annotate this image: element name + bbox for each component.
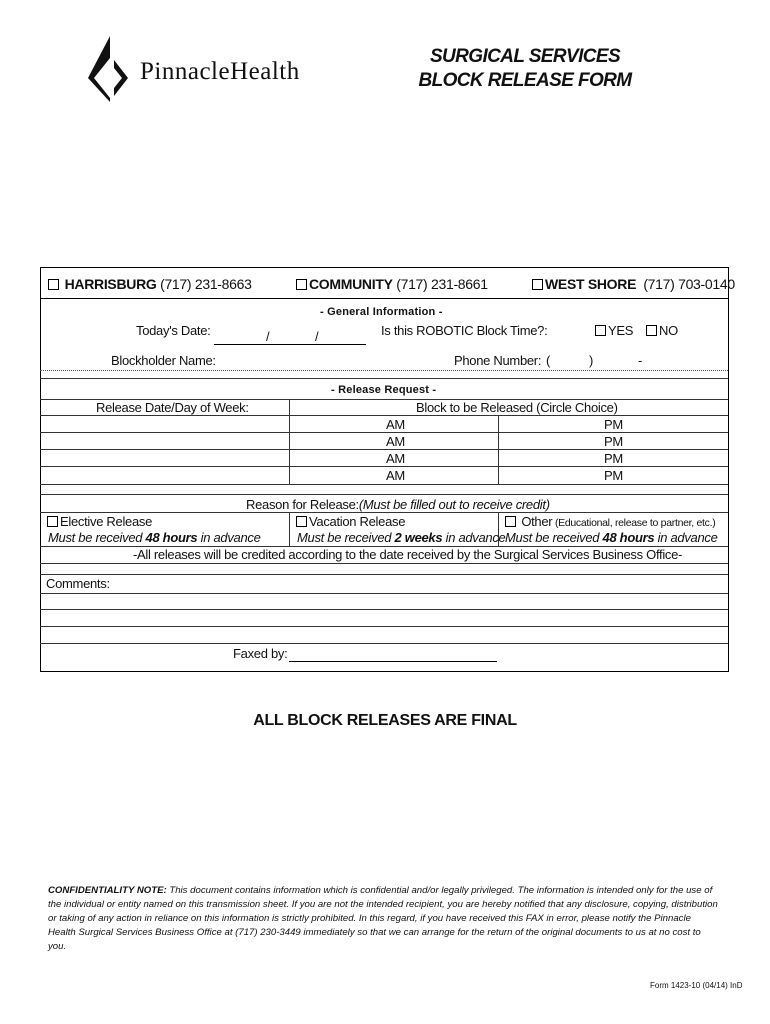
note-emphasis: 2 weeks bbox=[394, 530, 443, 545]
comments-line[interactable] bbox=[40, 609, 728, 610]
am-option[interactable]: AM bbox=[386, 417, 405, 432]
location-phone: (717) 231-8661 bbox=[396, 276, 488, 292]
release-date-header: Release Date/Day of Week: bbox=[96, 400, 249, 415]
divider bbox=[40, 574, 728, 575]
comments-label: Comments: bbox=[46, 576, 110, 591]
robotic-yes-option[interactable] bbox=[595, 323, 633, 338]
checkbox-icon[interactable] bbox=[646, 325, 657, 336]
note-text: in advance bbox=[442, 530, 506, 545]
note-text: in advance bbox=[197, 530, 261, 545]
location-name: COMMUNITY bbox=[309, 276, 393, 292]
pm-option[interactable]: PM bbox=[604, 417, 623, 432]
release-section-title: - Release Request - bbox=[331, 384, 437, 396]
comments-line[interactable] bbox=[40, 643, 728, 644]
location-harrisburg[interactable] bbox=[48, 276, 252, 292]
note-text: Must be received bbox=[297, 530, 395, 545]
option-label: Vacation Release bbox=[309, 514, 406, 529]
pm-option[interactable]: PM bbox=[604, 468, 623, 483]
pm-option[interactable]: PM bbox=[604, 451, 623, 466]
row-divider bbox=[40, 466, 728, 467]
divider bbox=[40, 512, 728, 513]
elective-note bbox=[48, 530, 261, 545]
row-divider bbox=[40, 449, 728, 450]
pinnacle-logo-icon bbox=[86, 36, 138, 102]
blockholder-label: Blockholder Name: bbox=[111, 353, 216, 368]
form-number: Form 1423-10 (04/14) InD bbox=[650, 981, 743, 990]
reason-elective[interactable] bbox=[47, 514, 152, 529]
form-title bbox=[410, 45, 640, 93]
row-divider bbox=[40, 484, 728, 485]
todays-date-field[interactable] bbox=[214, 344, 366, 345]
reason-requirement: (Must be filled out to receive credit) bbox=[358, 497, 550, 512]
note-emphasis: 48 hours bbox=[145, 530, 198, 545]
faxed-by-field[interactable] bbox=[289, 661, 497, 662]
title-line-2: BLOCK RELEASE FORM bbox=[418, 70, 632, 91]
am-option[interactable]: AM bbox=[386, 434, 405, 449]
robotic-label: Is this ROBOTIC Block Time?: bbox=[381, 323, 548, 338]
blockholder-field[interactable] bbox=[40, 370, 728, 371]
vacation-note bbox=[297, 530, 506, 545]
phone-paren-open: ( bbox=[546, 353, 551, 368]
divider bbox=[40, 415, 728, 416]
comments-line[interactable] bbox=[40, 593, 728, 594]
checkbox-icon[interactable] bbox=[296, 279, 307, 290]
location-phone: (717) 703-0140 bbox=[643, 276, 735, 292]
comments-line[interactable] bbox=[40, 626, 728, 627]
no-label: NO bbox=[659, 323, 678, 338]
robotic-no-option[interactable] bbox=[646, 323, 678, 338]
divider bbox=[40, 563, 728, 564]
note-text: Must be received bbox=[505, 530, 603, 545]
block-header: Block to be Released (Circle Choice) bbox=[416, 400, 618, 415]
phone-dash: - bbox=[638, 353, 643, 368]
location-name: HARRISBURG bbox=[64, 276, 157, 292]
todays-date-label: Today's Date: bbox=[136, 323, 211, 338]
checkbox-icon[interactable] bbox=[532, 279, 543, 290]
checkbox-icon[interactable] bbox=[296, 516, 307, 527]
pm-option[interactable]: PM bbox=[604, 434, 623, 449]
final-notice: ALL BLOCK RELEASES ARE FINAL bbox=[253, 712, 517, 729]
location-phone: (717) 231-8663 bbox=[160, 276, 252, 292]
reason-label-text: Reason for Release: bbox=[246, 497, 359, 512]
reason-vacation[interactable] bbox=[296, 514, 405, 529]
date-separator: / bbox=[315, 329, 319, 344]
reason-label bbox=[246, 497, 550, 512]
confidentiality-lead: CONFIDENTIALITY NOTE: bbox=[48, 885, 167, 896]
column-divider bbox=[289, 512, 290, 546]
faxed-by-label: Faxed by: bbox=[233, 646, 288, 661]
reason-other[interactable] bbox=[505, 514, 715, 529]
location-west-shore[interactable] bbox=[532, 276, 735, 292]
title-line-1: SURGICAL SERVICES bbox=[429, 46, 621, 67]
confidentiality-note bbox=[48, 884, 720, 954]
divider bbox=[40, 378, 728, 379]
column-divider bbox=[289, 399, 290, 484]
yes-label: YES bbox=[608, 323, 634, 338]
phone-label: Phone Number: bbox=[454, 353, 542, 368]
note-text: in advance bbox=[654, 530, 718, 545]
logo-wordmark: PinnacleHealth bbox=[140, 58, 300, 85]
confidentiality-body: This document contains information which is confidential and/or legally privileged. The information is intended only for the use of the individual or entity named on this transmission sheet. If you are not the intended recipient, you are hereby notified that any disclosure, copying, distribution or taking of any action in reliance on this information is strictly prohibited. In this regard, if you have received this FAX in error, please notify the Pinnacle Health Surgical Services Business Office at (717) 230-3449 immediately so that we can arrange for the return of the original documents to us at no cost to you. bbox=[48, 885, 718, 952]
location-community[interactable] bbox=[296, 276, 488, 292]
checkbox-icon[interactable] bbox=[595, 325, 606, 336]
note-emphasis: 48 hours bbox=[602, 530, 655, 545]
option-label: Elective Release bbox=[60, 514, 153, 529]
date-separator: / bbox=[266, 329, 270, 344]
am-option[interactable]: AM bbox=[386, 451, 405, 466]
row-divider bbox=[40, 432, 728, 433]
credit-note: -All releases will be credited according to the date received by the Surgical Services Business Office- bbox=[133, 547, 683, 562]
checkbox-icon[interactable] bbox=[505, 516, 516, 527]
option-label: Other bbox=[521, 514, 553, 529]
option-detail: (Educational, release to partner, etc.) bbox=[552, 517, 716, 529]
location-name: WEST SHORE bbox=[545, 276, 637, 292]
general-section-title: - General Information - bbox=[320, 306, 443, 318]
note-text: Must be received bbox=[48, 530, 146, 545]
other-note bbox=[505, 530, 718, 545]
checkbox-icon[interactable] bbox=[48, 279, 59, 290]
checkbox-icon[interactable] bbox=[47, 516, 58, 527]
divider bbox=[40, 298, 729, 299]
phone-paren-close: ) bbox=[589, 353, 594, 368]
am-option[interactable]: AM bbox=[386, 468, 405, 483]
divider bbox=[40, 494, 728, 495]
